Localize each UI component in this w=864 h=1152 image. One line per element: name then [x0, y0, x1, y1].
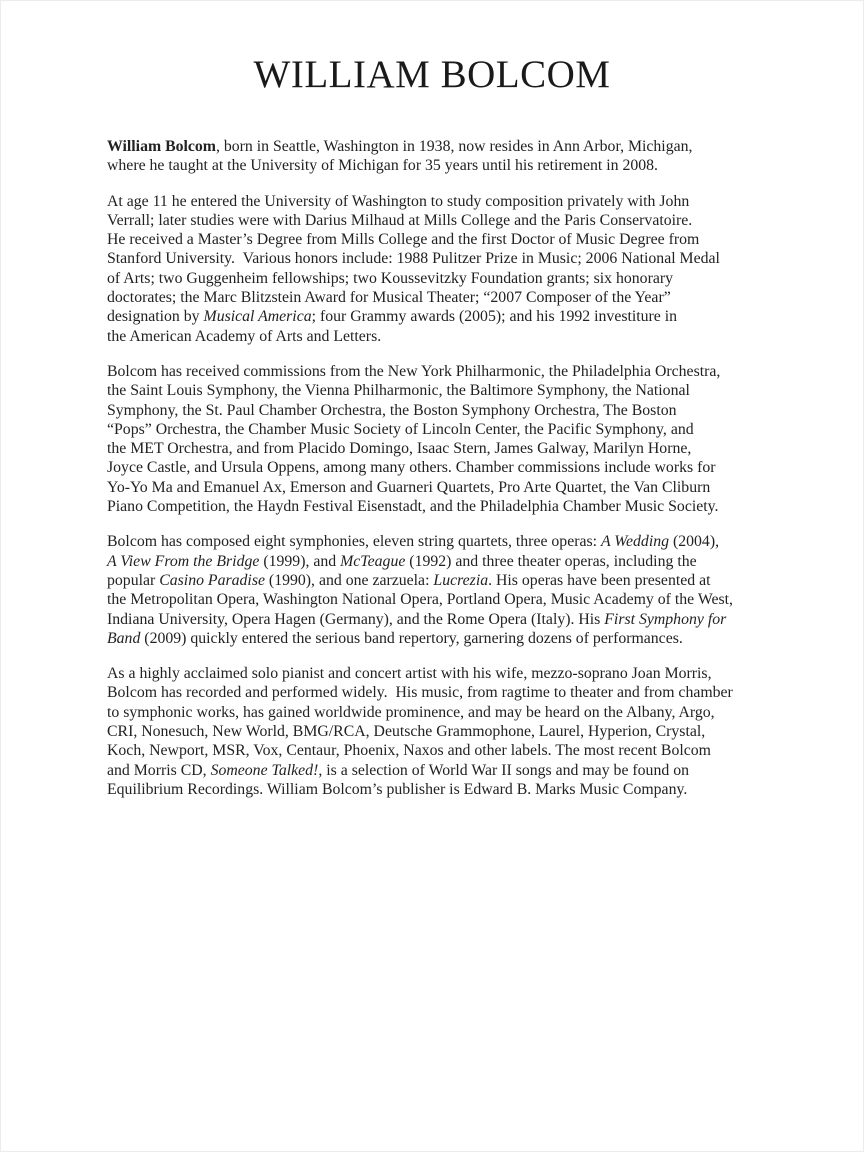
text-line: Piano Competition, the Haydn Festival Eisenstadt, and the Philadelphia Chamber Music Society. — [107, 498, 719, 516]
biography-text — [107, 137, 757, 799]
text-line: Stanford University. Various honors include: 1988 Pulitzer Prize in Music; 2006 National Medal — [107, 250, 720, 268]
text-line: Symphony, the St. Paul Chamber Orchestra, the Boston Symphony Orchestra, The Boston — [107, 401, 677, 419]
text-line: Bolcom has received commissions from the New York Philharmonic, the Philadelphia Orchestra, — [107, 362, 721, 380]
text-line: Band (2009) quickly entered the serious band repertory, garnering dozens of performances. — [107, 629, 683, 647]
page-title: WILLIAM BOLCOM — [253, 53, 611, 96]
paragraph — [107, 192, 757, 346]
text-line: where he taught at the University of Michigan for 35 years until his retirement in 2008. — [107, 157, 658, 175]
text-line: designation by Musical America; four Grammy awards (2005); and his 1992 investiture in — [107, 308, 678, 326]
text-line: CRI, Nonesuch, New World, BMG/RCA, Deutsche Grammophone, Laurel, Hyperion, Crystal, — [107, 723, 706, 741]
text-line: William Bolcom, born in Seattle, Washington in 1938, now resides in Ann Arbor, Michigan, — [107, 138, 693, 155]
text-line: Equilibrium Recordings. William Bolcom’s publisher is Edward B. Marks Music Company. — [107, 780, 688, 798]
text-line: Verrall; later studies were with Darius Milhaud at Mills College and the Paris Conservatoire. — [107, 211, 693, 229]
text-line: the Metropolitan Opera, Washington National Opera, Portland Opera, Music Academy of the West, — [107, 591, 733, 609]
text-line: the MET Orchestra, and from Placido Domingo, Isaac Stern, James Galway, Marilyn Horne, — [107, 440, 692, 458]
text-line: Bolcom has composed eight symphonies, eleven string quartets, three operas: A Wedding (2004), — [107, 533, 720, 551]
text-line: of Arts; two Guggenheim fellowships; two Koussevitzky Foundation grants; six honorary — [107, 269, 674, 287]
text-line: and Morris CD, Someone Talked!, is a selection of World War II songs and may be found on — [107, 761, 689, 779]
text-line: Koch, Newport, MSR, Vox, Centaur, Phoenix, Naxos and other labels. The most recent Bolcom — [107, 742, 711, 760]
text-line: A View From the Bridge (1999), and McTeague (1992) and three theater operas, including the — [107, 552, 697, 570]
paragraph — [107, 362, 757, 516]
text-line: Bolcom has recorded and performed widely. His music, from ragtime to theater and from chamber — [107, 684, 733, 702]
text-line: Indiana University, Opera Hagen (Germany), and the Rome Opera (Italy). His First Symphony for — [107, 610, 727, 628]
paragraph — [107, 532, 757, 648]
text-line: He received a Master’s Degree from Mills College and the first Doctor of Music Degree from — [107, 231, 700, 249]
text-line: At age 11 he entered the University of Washington to study composition privately with John — [107, 192, 690, 210]
paragraph — [107, 664, 757, 799]
paragraph — [107, 137, 757, 176]
text-line: doctorates; the Marc Blitzstein Award for Musical Theater; “2007 Composer of the Year” — [107, 289, 671, 307]
text-line: the American Academy of Arts and Letters. — [107, 327, 382, 345]
text-line: Joyce Castle, and Ursula Oppens, among many others. Chamber commissions include works for — [107, 459, 716, 477]
text-line: “Pops” Orchestra, the Chamber Music Society of Lincoln Center, the Pacific Symphony, and — [107, 420, 694, 438]
text-line: As a highly acclaimed solo pianist and concert artist with his wife, mezzo-soprano Joan Morris, — [107, 665, 712, 683]
text-line: popular Casino Paradise (1990), and one zarzuela: Lucrezia. His operas have been presented at — [107, 571, 711, 589]
text-line: to symphonic works, has gained worldwide prominence, and may be heard on the Albany, Argo, — [107, 703, 715, 721]
text-line: Yo-Yo Ma and Emanuel Ax, Emerson and Guarneri Quartets, Pro Arte Quartet, the Van Cliburn — [107, 478, 711, 496]
text-line: the Saint Louis Symphony, the Vienna Philharmonic, the Baltimore Symphony, the National — [107, 382, 690, 400]
